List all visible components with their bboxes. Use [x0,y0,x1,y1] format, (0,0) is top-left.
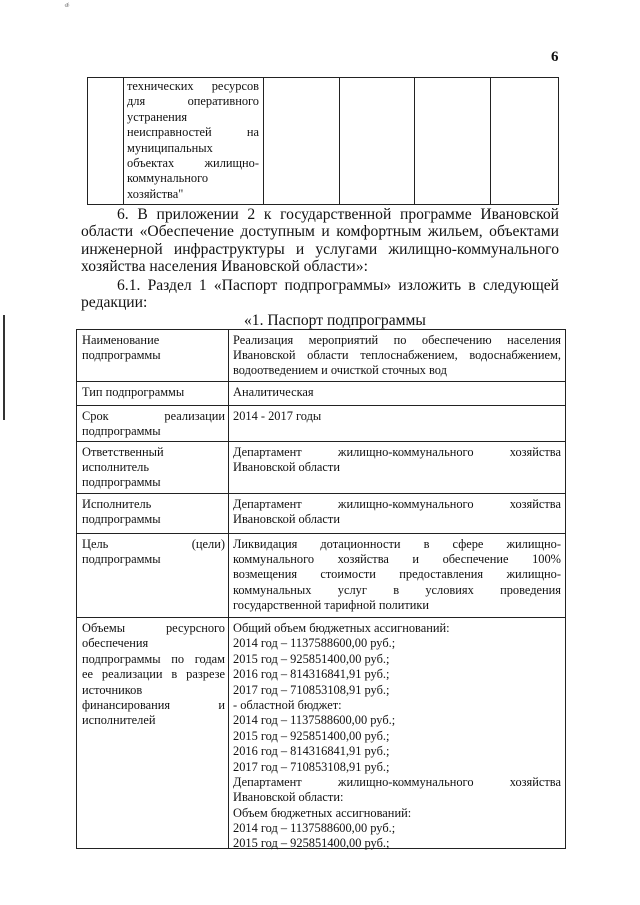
label-line: источников [82,682,143,697]
value-line: 2014 год – 1137588600,00 руб.; [233,713,396,728]
cell-text-line: технических ресурсов [127,79,259,93]
label-line: Ответственный [82,445,164,459]
column-divider [228,442,229,493]
value-line: коммунального хозяйства и обеспечение 100% [233,552,561,567]
value-line: 2015 год – 925851400,00 руб.; [233,651,390,666]
cell-text-line: хозяйства" [127,186,184,201]
value-line: Департамент жилищно-коммунального хозяйства [233,445,561,459]
value-line: - областной бюджет: [233,697,342,712]
table-column-divider [339,78,340,204]
cell-text-line: объектах жилищно- [127,155,259,170]
table-row-type [76,381,566,405]
row-label [82,385,225,400]
value-line: Общий объем бюджетных ассигнований: [233,621,450,635]
label-line: подпрограммы [82,512,161,527]
cell-text-line: коммунального [127,171,209,186]
paragraph-line: редакции: [81,294,148,312]
paragraph-6 [81,206,559,276]
value-line: 2015 год – 925851400,00 руб.; [233,728,390,743]
label-line: финансирования и [82,697,225,712]
value-line: 2014 - 2017 годы [233,409,322,423]
table-row-goal [76,533,566,617]
label-line: Срок реализации [82,409,225,423]
row-value [233,385,561,400]
label-line: исполнитель [82,460,149,475]
label-line: обеспечения [82,636,149,651]
paragraph-line: 6. В приложении 2 к государственной программе Ивановской [117,206,559,223]
table-row-responsible [76,441,566,493]
value-line: возмещения стоимости предоставления жилищно- [233,567,561,582]
value-line: Ликвидация дотационности в сфере жилищно- [233,537,561,551]
column-divider [228,330,229,381]
label-line: подпрограммы [82,348,161,363]
label-line: подпрограммы [82,552,161,567]
value-line: Реализация мероприятий по обеспечению населения [233,333,561,347]
table-column-divider [123,78,124,204]
label-line: ее реализации в разрезе [82,667,225,682]
scan-artifact-line [3,315,5,420]
value-line: 2014 год – 1137588600,00 руб.; [233,821,396,836]
value-line: Ивановской области [233,512,340,527]
label-line: Объемы ресурсного [82,621,225,635]
value-line: Объем бюджетных ассигнований: [233,805,412,820]
table-row-executor [76,493,566,533]
value-line: коммунальных услуг в условиях проведения [233,582,561,597]
value-line: Ивановской области [233,460,340,475]
passport-title: «1. Паспорт подпрограммы [244,312,426,329]
table-row-name [76,329,566,381]
cell-text-line: для оперативного [127,94,259,109]
label-line: подпрограммы [82,424,161,439]
label-line: Цель (цели) [82,537,225,551]
continuation-cell-text [127,79,259,202]
label-line: Исполнитель [82,497,152,511]
value-line: государственной тарифной политики [233,597,430,612]
paragraph-line: 6.1. Раздел 1 «Паспорт подпрограммы» изложить в следующей [117,277,559,294]
column-divider [228,494,229,533]
row-value [233,537,561,613]
cell-text-line: муниципальных [127,140,213,155]
scan-artifact-mark: ·ıJf· [64,3,69,9]
row-label [82,621,225,729]
row-label [82,409,225,439]
row-value [233,409,561,424]
table-row-funding [76,617,566,849]
value-line: Ивановской области: [233,790,344,805]
row-value [233,445,561,475]
value-line: 2016 год – 814316841,91 руб.; [233,744,390,759]
label-line: Наименование [82,333,160,347]
row-label [82,333,225,363]
row-value [233,621,561,852]
page-number: 6 [551,49,559,65]
row-value [233,333,561,379]
paragraph-line: инженерной инфраструктуры и услугами жилищно-коммунального [81,240,559,258]
row-label [82,497,225,527]
value-line: 2016 год – 814316841,91 руб.; [233,667,390,682]
table-column-divider [490,78,491,204]
label-line: Тип подпрограммы [82,385,185,399]
value-line: 2017 год – 710853108,91 руб.; [233,682,390,697]
row-value [233,497,561,527]
value-line: 2015 год – 925851400,00 руб.; [233,836,390,851]
column-divider [228,382,229,405]
paragraph-line: хозяйства населения Ивановской области»: [81,258,368,276]
value-line: Департамент жилищно-коммунального хозяйства [233,774,561,789]
value-line: Департамент жилищно-коммунального хозяйства [233,497,561,511]
value-line: 2017 год – 710853108,91 руб.; [233,759,390,774]
table-row-term [76,405,566,441]
value-line: водоотведением и очисткой сточных вод [233,363,447,378]
label-line: подпрограммы [82,475,161,490]
cell-text-line: неисправностей на [127,125,259,140]
column-divider [228,406,229,441]
row-label [82,537,225,567]
value-line: 2014 год – 1137588600,00 руб.; [233,636,396,651]
paragraph-line: области «Обеспечение доступным и комфортным жильем, объектами [81,223,559,241]
table-column-divider [414,78,415,204]
table-column-divider [263,78,264,204]
label-line: подпрограммы по годам [82,651,225,666]
label-line: исполнителей [82,713,156,728]
column-divider [228,618,229,848]
row-label [82,445,225,491]
paragraph-6-1 [81,277,559,312]
cell-text-line: устранения [127,109,188,124]
value-line: Аналитическая [233,385,314,399]
value-line: Ивановской области теплоснабжением, водоснабжением, [233,348,561,363]
column-divider [228,534,229,617]
